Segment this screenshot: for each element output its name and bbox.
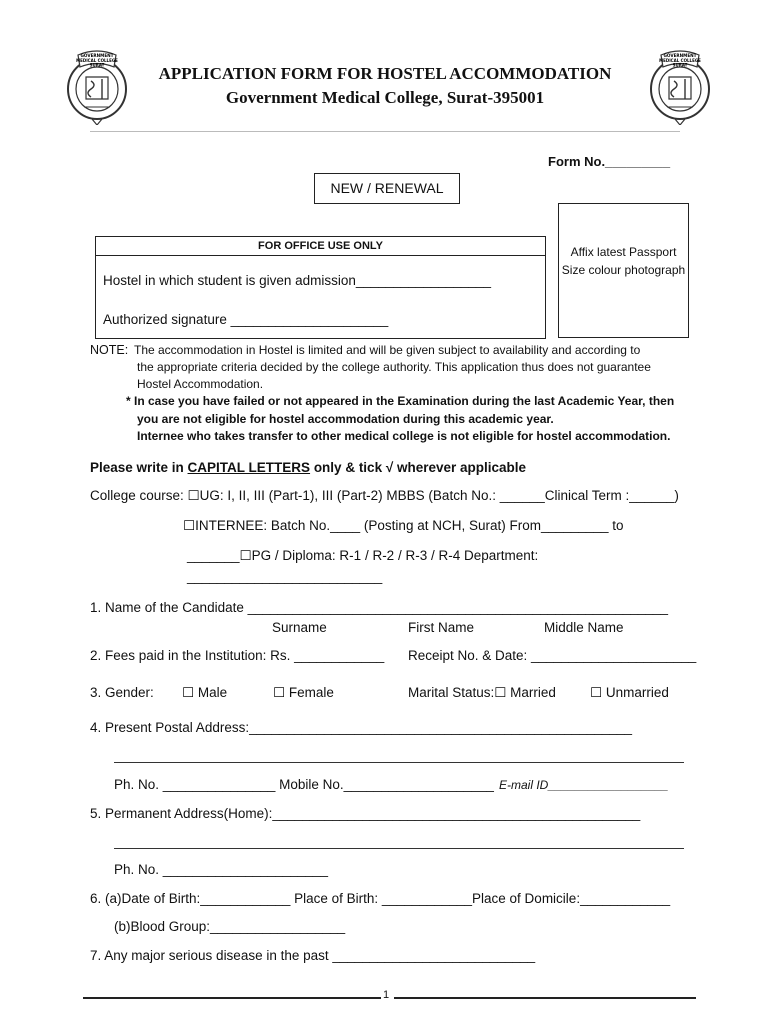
office-use-box	[95, 236, 546, 339]
fees-paid-field[interactable]: 2. Fees paid in the Institution: Rs. ____________	[90, 648, 385, 663]
form-number[interactable]: Form No._________	[548, 154, 671, 169]
present-address-field[interactable]: 4. Present Postal Address:___________________________________________________	[90, 720, 632, 735]
photograph-box[interactable]	[558, 203, 689, 338]
blood-group-field[interactable]: (b)Blood Group:__________________	[114, 919, 346, 934]
birth-domicile-field[interactable]: 6. (a)Date of Birth:____________ Place of Birth: ____________Place of Domicile:____________	[90, 891, 671, 906]
note-text: Hostel Accommodation.	[137, 377, 264, 391]
college-seal-left	[64, 45, 130, 125]
female-checkbox[interactable]: ☐ Female	[273, 685, 334, 700]
department-field[interactable]: __________________________	[187, 569, 383, 584]
seal-text: SURAT	[672, 62, 688, 68]
seal-text: GOVERNMENT	[663, 53, 697, 58]
hostel-admission-field[interactable]: Hostel in which student is given admission__________________	[103, 273, 492, 288]
page-number: 1	[382, 989, 390, 1001]
note-warning: Internee who takes transfer to other medical college is not eligible for hostel accommodation.	[137, 429, 671, 443]
instruction-pre: Please write in	[90, 460, 188, 475]
address-line[interactable]	[114, 848, 684, 849]
middle-name-label: Middle Name	[544, 620, 624, 635]
unmarried-checkbox[interactable]: ☐ Unmarried	[590, 685, 669, 700]
page-title: APPLICATION FORM FOR HOSTEL ACCOMMODATION	[158, 64, 612, 83]
page-subtitle: Government Medical College, Surat-395001	[225, 88, 545, 107]
seal-text: SURAT	[89, 62, 105, 68]
disease-field[interactable]: 7. Any major serious disease in the past ___________________________	[90, 948, 536, 963]
photo-instructions: Affix latest Passport Size colour photograph	[561, 245, 686, 277]
surname-label: Surname	[272, 620, 327, 635]
permanent-phone-field[interactable]: Ph. No. ______________________	[114, 862, 328, 877]
email-field[interactable]: E-mail ID__________________	[499, 778, 669, 792]
footer-rule-right	[394, 997, 696, 999]
note-warning: * In case you have failed or not appeared in the Examination during the last Academic Year, then	[126, 394, 675, 408]
phone-mobile-field[interactable]: Ph. No. _______________ Mobile No.____________________	[114, 777, 494, 792]
college-seal-right	[647, 45, 713, 125]
seal-text: GOVERNMENT	[80, 53, 114, 58]
seal-text: MEDICAL COLLEGE	[76, 58, 118, 63]
married-checkbox[interactable]: Marital Status:☐ Married	[408, 685, 556, 700]
first-name-label: First Name	[408, 620, 475, 635]
footer-rule-left	[83, 997, 381, 999]
college-course-field[interactable]: College course: ☐UG: I, II, III (Part-1), III (Part-2) MBBS (Batch No.: ______Clinical Term :______)	[90, 488, 679, 503]
gender-label: 3. Gender:	[90, 685, 154, 700]
instruction-post: only & tick √ wherever applicable	[310, 460, 527, 475]
note-warning: you are not eligible for hostel accommodation during this academic year.	[137, 412, 554, 426]
note-text: the appropriate criteria decided by the college authority. This application thus does not guarantee	[137, 360, 651, 374]
note-text: The accommodation in Hostel is limited and will be given subject to availability and according to	[134, 343, 641, 357]
pg-diploma-field[interactable]: _______☐PG / Diploma: R-1 / R-2 / R-3 / R-4 Department:	[187, 548, 539, 563]
receipt-field[interactable]: Receipt No. & Date: ______________________	[408, 648, 697, 663]
note-label: NOTE:	[90, 343, 129, 357]
instruction-line	[90, 460, 526, 475]
office-use-heading: FOR OFFICE USE ONLY	[96, 237, 545, 256]
internee-field[interactable]: ☐INTERNEE: Batch No.____ (Posting at NCH, Surat) From_________ to	[183, 518, 624, 533]
candidate-name-field[interactable]: 1. Name of the Candidate ________________________________________________________	[90, 600, 669, 615]
male-checkbox[interactable]: ☐ Male	[182, 685, 228, 700]
permanent-address-field[interactable]: 5. Permanent Address(Home):_________________________________________________	[90, 806, 641, 821]
seal-text: MEDICAL COLLEGE	[659, 58, 701, 63]
instruction-caps: CAPITAL LETTERS	[187, 460, 311, 475]
header-divider	[90, 131, 680, 132]
address-line[interactable]	[114, 762, 684, 763]
authorized-signature-field[interactable]: Authorized signature _____________________	[103, 312, 389, 327]
new-renewal-box: NEW / RENEWAL	[314, 173, 460, 204]
